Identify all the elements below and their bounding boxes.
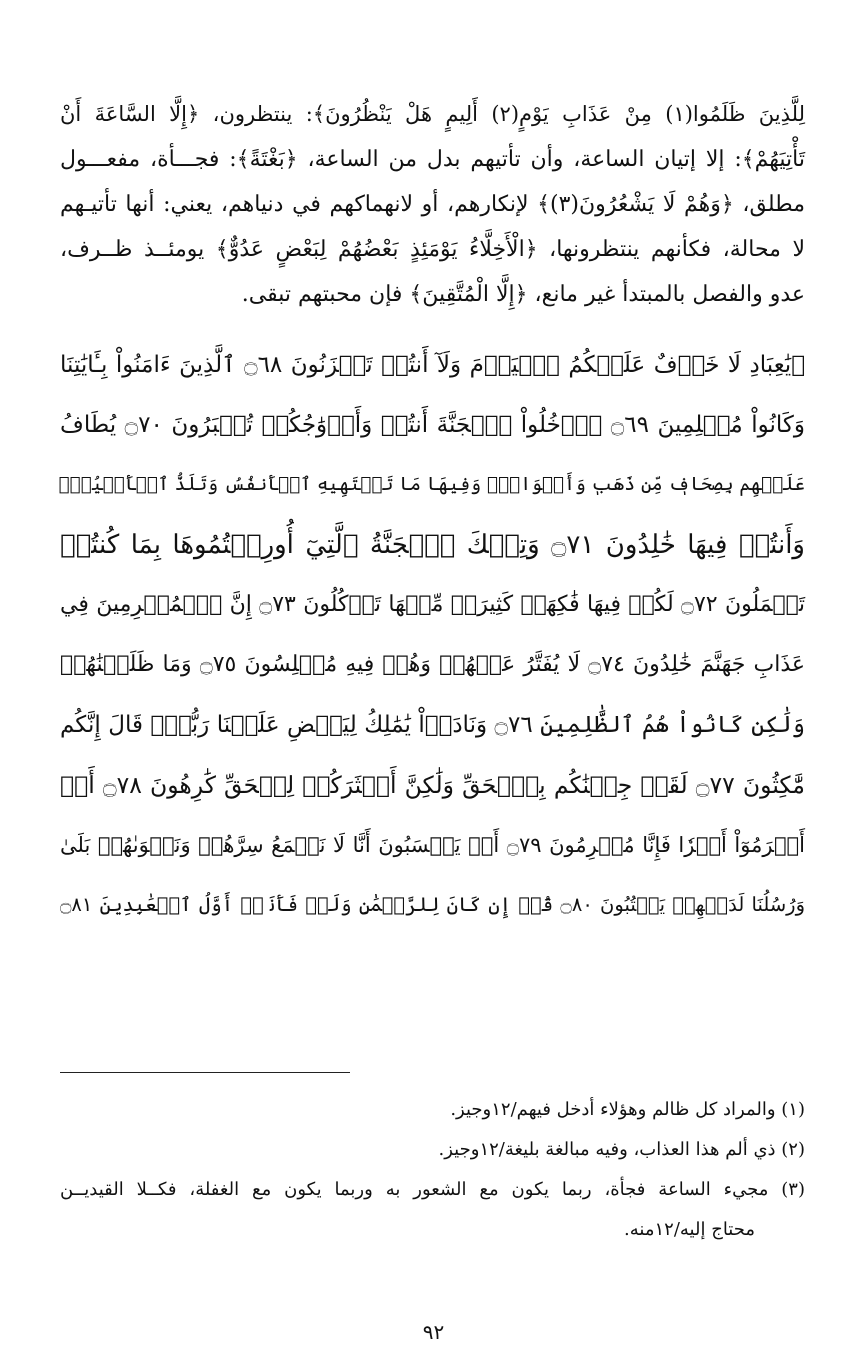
- tafsir-line: مطلق، ﴿وَهُمْ لَا يَشْعُرُونَ(٣)﴾ لإنكارهم، أو لانهماكهم في دنياهم، يعني: أنها تأتيـهم: [60, 192, 805, 217]
- footnote-1: (١) والمراد كل ظالم وهؤلاء أدخل فيهم/١٢وجيز.: [450, 1099, 805, 1120]
- tafsir-paragraph: [60, 92, 805, 317]
- footnote-2: (٢) ذي ألم هذا العذاب، وفيه مبالغة بليغة/١٢وجيز.: [438, 1139, 805, 1160]
- footnotes: [60, 1090, 805, 1250]
- tafsir-line: عدو والفصل بالمبتدأ غير مانع، ﴿إِلَّا الْمُتَّقِينَ﴾ فإن محبتهم تبقى.: [241, 282, 805, 307]
- verse-line: ﴿يَٰعِبَادِ لَا خَوۡفٌ عَلَيۡكُمُ ٱلۡيَوۡمَ وَلَآ أَنتُمۡ تَحۡزَنُونَ ۝٦٨ ٱلَّذِينَ ءَامَنُواْ بِـَٔايَٰتِنَا: [60, 352, 805, 378]
- verse-line: وَلَٰكِن كَانُواْ هُمُ ٱلظَّٰلِمِينَ ۝٧٦ وَنَادَوۡاْ يَٰمَٰلِكُ لِيَقۡضِ عَلَيۡنَا رَبُّكَۖ قَالَ إِنَّكُم: [60, 712, 805, 738]
- tafsir-line: تَأْتِيَهُمْ﴾: إلا إتيان الساعة، وأن تأتيهم بدل من الساعة، ﴿بَغْتَةً﴾: فجـــأة، مفعـــول: [60, 147, 805, 172]
- tafsir-line: لا محالة، فكأنهم ينتظرونها، ﴿الْأَخِلَّاءُ يَوْمَئِذٍ بَعْضُهُمْ لِبَعْضٍ عَدُوٌّ﴾ يومئــذ ظــرف،: [60, 237, 805, 262]
- verse-line: وَكَانُواْ مُسۡلِمِينَ ۝٦٩ ٱدۡخُلُواْ ٱلۡجَنَّةَ أَنتُمۡ وَأَزۡوَٰجُكُمۡ تُحۡبَرُونَ ۝٧٠ يُطَافُ: [60, 412, 805, 438]
- verse-line: أَبۡرَمُوٓاْ أَمۡرٗا فَإِنَّا مُبۡرِمُونَ ۝٧٩ أَمۡ يَحۡسَبُونَ أَنَّا لَا نَسۡمَعُ سِرَّهُمۡ وَنَجۡوَىٰهُمۚ بَلَىٰ: [60, 833, 805, 857]
- footnote-3-continuation: محتاج إليه/١٢منه.: [624, 1219, 755, 1240]
- footnote-divider: [60, 1072, 350, 1073]
- tafsir-line: لِلَّذِينَ ظَلَمُوا(١) مِنْ عَذَابِ يَوْمٍ(٢) أَلِيمٍ هَلْ يَنْظُرُونَ﴾: ينتظرون، ﴿إِلَّا السَّاعَةَ أَنْ: [60, 102, 806, 126]
- quran-verses: [60, 335, 805, 935]
- verse-line: عَذَابِ جَهَنَّمَ خَٰلِدُونَ ۝٧٤ لَا يُفَتَّرُ عَنۡهُمۡ وَهُمۡ فِيهِ مُبۡلِسُونَ ۝٧٥ وَمَا ظَلَمۡنَٰهُمۡ: [60, 652, 806, 677]
- verse-line: وَأَنتُمۡ فِيهَا خَٰلِدُونَ ۝٧١ وَتِلۡكَ ٱلۡجَنَّةُ ٱلَّتِيٓ أُورِثۡتُمُوهَا بِمَا كُنتُمۡ: [60, 530, 805, 560]
- verse-line: عَلَيۡهِم بِصِحَافٖ مِّن ذَهَبٖ وَأَكۡوَابٖۖ وَفِيهَا مَا تَشۡتَهِيهِ ٱلۡأَنفُسُ وَتَلَذُّ ٱلۡأَعۡيُنُۖ: [58, 474, 805, 495]
- verse-line: مَّٰكِثُونَ ۝٧٧ لَقَدۡ جِئۡنَٰكُم بِٱلۡحَقِّ وَلَٰكِنَّ أَكۡثَرَكُمۡ لِلۡحَقِّ كَٰرِهُونَ ۝٧٨ أَمۡ: [60, 771, 805, 799]
- page-body: [60, 92, 805, 935]
- verse-line: تَعۡمَلُونَ ۝٧٢ لَكُمۡ فِيهَا فَٰكِهَةٞ كَثِيرَةٞ مِّنۡهَا تَأۡكُلُونَ ۝٧٣ إِنَّ ٱلۡمُجۡرِمِينَ فِي: [60, 592, 806, 617]
- verse-line: وَرُسُلُنَا لَدَيۡهِمۡ يَكۡتُبُونَ ۝٨٠ قُلۡ إِن كَانَ لِلرَّحۡمَٰنِ وَلَدٞ فَأَنَا۠ أَوَّلُ ٱلۡعَٰبِدِينَ ۝٨١: [60, 893, 806, 916]
- page-number: ٩٢: [422, 1320, 445, 1344]
- footnote-3: (٣) مجيء الساعة فجأة، ربما يكون مع الشعور به وربما يكون مع الغفلة، فكــلا القيديــن: [60, 1179, 805, 1200]
